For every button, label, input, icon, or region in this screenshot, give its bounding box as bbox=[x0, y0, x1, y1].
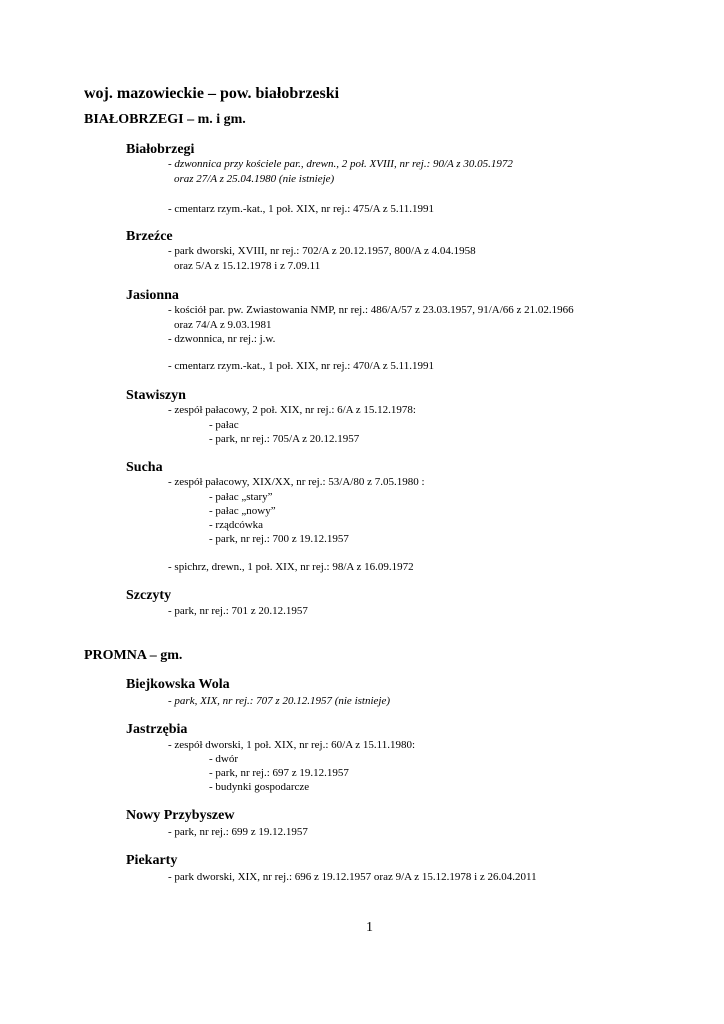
entry-line: - spichrz, drewn., 1 poł. XIX, nr rej.: 98/A z 16.09.1972 bbox=[168, 561, 414, 573]
locality-jasionna: Jasionna bbox=[126, 288, 179, 303]
entry-line: - park dworski, XVIII, nr rej.: 702/A z 20.12.1957, 800/A z 4.04.1958 bbox=[168, 245, 476, 257]
locality-sucha: Sucha bbox=[126, 460, 163, 475]
entry-line: - zespół pałacowy, XIX/XX, nr rej.: 53/A/80 z 7.05.1980 : bbox=[168, 476, 425, 488]
locality-szczyty: Szczyty bbox=[126, 588, 172, 603]
entry-line: oraz 5/A z 15.12.1978 i z 7.09.11 bbox=[174, 260, 321, 272]
section-heading-promna: PROMNA – gm. bbox=[84, 648, 183, 663]
entry-line: - dzwonnica przy kościele par., drewn., 2 poł. XVIII, nr rej.: 90/A z 30.05.1972 bbox=[168, 158, 513, 170]
section-heading-bialobrzegi: BIAŁOBRZEGI – m. i gm. bbox=[84, 112, 246, 127]
locality-jastrzebia: Jastrzębia bbox=[126, 722, 188, 737]
page-number: 1 bbox=[366, 920, 373, 935]
entry-line: - park, XIX, nr rej.: 707 z 20.12.1957 (nie istnieje) bbox=[168, 695, 390, 707]
entry-line: - kościół par. pw. Zwiastowania NMP, nr rej.: 486/A/57 z 23.03.1957, 91/A/66 z 21.02.1966 bbox=[168, 304, 574, 316]
locality-stawiszyn: Stawiszyn bbox=[126, 388, 186, 403]
entry-subline: - pałac bbox=[209, 419, 239, 431]
entry-subline: - park, nr rej.: 705/A z 20.12.1957 bbox=[209, 433, 360, 445]
entry-line: - zespół pałacowy, 2 poł. XIX, nr rej.: 6/A z 15.12.1978: bbox=[168, 404, 416, 416]
locality-bialobrzegi: Białobrzegi bbox=[126, 142, 195, 157]
entry-subline: - park, nr rej.: 697 z 19.12.1957 bbox=[209, 767, 349, 779]
document-title: woj. mazowieckie – pow. białobrzeski bbox=[84, 85, 340, 102]
entry-subline: - pałac „nowy” bbox=[209, 505, 276, 517]
entry-subline: - rządcówka bbox=[209, 519, 264, 531]
locality-piekarty: Piekarty bbox=[126, 853, 178, 868]
entry-subline: - dwór bbox=[209, 753, 239, 765]
entry-line: oraz 74/A z 9.03.1981 bbox=[174, 319, 272, 331]
entry-line: - park dworski, XIX, nr rej.: 696 z 19.12.1957 oraz 9/A z 15.12.1978 i z 26.04.2011 bbox=[168, 871, 537, 883]
entry-line: - cmentarz rzym.-kat., 1 poł. XIX, nr rej.: 470/A z 5.11.1991 bbox=[168, 360, 434, 372]
entry-line: - dzwonnica, nr rej.: j.w. bbox=[168, 333, 276, 345]
entry-line: oraz 27/A z 25.04.1980 (nie istnieje) bbox=[174, 173, 335, 185]
locality-biejkowska-wola: Biejkowska Wola bbox=[126, 677, 230, 692]
entry-subline: - park, nr rej.: 700 z 19.12.1957 bbox=[209, 533, 349, 545]
entry-subline: - pałac „stary” bbox=[209, 491, 273, 503]
entry-line: - park, nr rej.: 701 z 20.12.1957 bbox=[168, 605, 308, 617]
entry-line: - zespół dworski, 1 poł. XIX, nr rej.: 60/A z 15.11.1980: bbox=[168, 739, 416, 751]
locality-nowy-przybyszew: Nowy Przybyszew bbox=[126, 808, 235, 823]
entry-subline: - budynki gospodarcze bbox=[209, 781, 310, 793]
entry-line: - cmentarz rzym.-kat., 1 poł. XIX, nr rej.: 475/A z 5.11.1991 bbox=[168, 203, 434, 215]
locality-brzezce: Brzeźce bbox=[126, 229, 173, 244]
entry-line: - park, nr rej.: 699 z 19.12.1957 bbox=[168, 826, 308, 838]
